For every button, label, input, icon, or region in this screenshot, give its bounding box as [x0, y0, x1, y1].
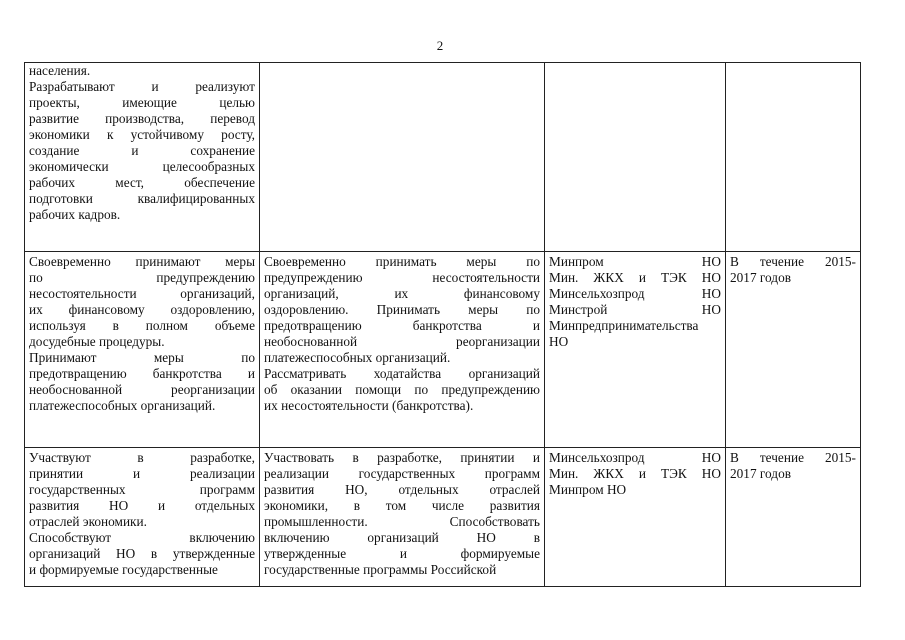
task-cell — [260, 63, 545, 252]
text-line: развитие производства, перевод — [29, 111, 255, 126]
text-line: платежеспособных организаций. — [264, 350, 451, 365]
text-line: утвержденные и формируемые — [264, 546, 540, 561]
text-line: реализации государственных программ — [264, 466, 540, 481]
text-line: организаций НО в утвержденные — [29, 546, 255, 561]
table-row — [25, 448, 861, 587]
text-line: их финансовому оздоровлению, — [29, 302, 255, 317]
text-line: 2017 годов — [730, 466, 791, 481]
text-line: В течение 2015- — [730, 254, 856, 269]
text-line: рабочих мест, обеспечение — [29, 175, 255, 190]
text-line: подготовки квалифицированных — [29, 191, 255, 206]
text-line: Своевременно принимают меры — [29, 254, 255, 269]
measure-description-cell — [25, 63, 260, 252]
measure-description-cell — [25, 252, 260, 448]
page-number: 2 — [436, 38, 444, 53]
text-line: Минсельхозпрод НО — [549, 450, 721, 465]
measures-table — [24, 62, 861, 587]
text-line: необоснованной реорганизации — [29, 382, 255, 397]
text-line: Своевременно принимать меры по — [264, 254, 540, 269]
text-line: Мин. ЖКХ и ТЭК НО — [549, 270, 721, 285]
text-line: Принимают меры по — [29, 350, 255, 365]
text-line: Способствуют включению — [29, 530, 255, 545]
task-cell — [260, 448, 545, 587]
text-line: об оказании помощи по предупреждению — [264, 382, 540, 397]
responsible-cell — [545, 448, 726, 587]
text-line: Минпредпринимательства — [549, 318, 699, 333]
text-line: государственные программы Российской — [264, 562, 497, 577]
text-line: предотвращению банкротства и — [264, 318, 540, 333]
text-line: Мин. ЖКХ и ТЭК НО — [549, 466, 721, 481]
task-cell — [260, 252, 545, 448]
text-line: предупреждению несостоятельности — [264, 270, 540, 285]
table-row — [25, 63, 861, 252]
text-line: Минпром НО — [549, 254, 721, 269]
text-line: В течение 2015- — [730, 450, 856, 465]
text-line: необоснованной реорганизации — [264, 334, 540, 349]
text-line: используя в полном объеме — [29, 318, 255, 333]
text-line: отраслей экономики. — [29, 514, 147, 529]
text-line: и формируемые государственные — [29, 562, 218, 577]
text-line: НО — [549, 334, 569, 349]
text-line: платежеспособных организаций. — [29, 398, 216, 413]
text-line: развития НО и отдельных — [29, 498, 255, 513]
text-line: организаций, их финансовому — [264, 286, 540, 301]
text-line: государственных программ — [29, 482, 255, 497]
text-line: оздоровлению. Принимать меры по — [264, 302, 540, 317]
deadline-cell — [726, 448, 861, 587]
text-line: промышленности. Способствовать — [264, 514, 540, 529]
table-row — [25, 252, 861, 448]
text-line: досудебные процедуры. — [29, 334, 165, 349]
text-line: Минсельхозпрод НО — [549, 286, 721, 301]
text-line: экономики, в том числе развития — [264, 498, 540, 513]
text-line: Минпром НО — [549, 482, 627, 497]
text-line: экономики к устойчивому росту, — [29, 127, 255, 142]
text-line: Минстрой НО — [549, 302, 721, 317]
deadline-cell — [726, 63, 861, 252]
text-line: предотвращению банкротства и — [29, 366, 255, 381]
text-line: 2017 годов — [730, 270, 791, 285]
text-line: Рассматривать ходатайства организаций — [264, 366, 540, 381]
text-line: Участвовать в разработке, принятии и — [264, 450, 540, 465]
text-line: населения. — [29, 63, 91, 78]
measure-description-cell — [25, 448, 260, 587]
text-line: принятии и реализации — [29, 466, 255, 481]
responsible-cell — [545, 252, 726, 448]
deadline-cell — [726, 252, 861, 448]
text-line: проекты, имеющие целью — [29, 95, 255, 110]
text-line: Разрабатывают и реализуют — [29, 79, 255, 94]
text-line: создание и сохранение — [29, 143, 255, 158]
text-line: рабочих кадров. — [29, 207, 121, 222]
responsible-cell — [545, 63, 726, 252]
text-line: включению организаций НО в — [264, 530, 540, 545]
text-line: их несостоятельности (банкротства). — [264, 398, 474, 413]
text-line: развития НО, отдельных отраслей — [264, 482, 540, 497]
text-line: Участвуют в разработке, — [29, 450, 255, 465]
text-line: по предупреждению — [29, 270, 255, 285]
text-line: несостоятельности организаций, — [29, 286, 255, 301]
text-line: экономически целесообразных — [29, 159, 255, 174]
